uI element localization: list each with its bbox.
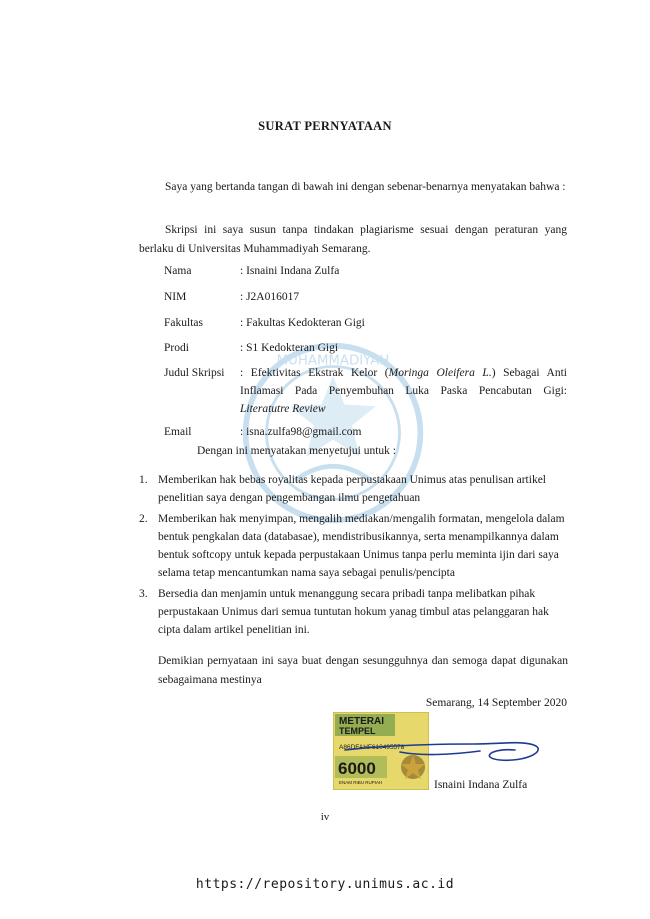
stamp-line2: TEMPEL	[339, 726, 376, 736]
judul-middle: ) Sebagai Anti Inflamasi Pada Penyembuhan Luka Paska Pencabutan Gigi:	[240, 367, 567, 397]
field-label: Fakultas	[164, 317, 203, 329]
list-item	[139, 471, 567, 507]
field-value: : S1 Kedokteran Gigi	[240, 342, 339, 354]
list-item	[139, 510, 567, 582]
stamp-line1: METERAI	[339, 716, 384, 727]
signature	[340, 722, 550, 782]
field-label: Nama	[164, 265, 192, 277]
document-title: SURAT PERNYATAAN	[258, 119, 392, 133]
field-value: : Fakultas Kedokteran Gigi	[240, 317, 365, 329]
signer-name: Isnaini Indana Zulfa	[434, 779, 528, 791]
judul-species: Moringa Oleifera L.	[388, 367, 492, 379]
list-text: Memberikan hak menyimpan, mengalih mediakan/mengalih formatan, mengelola dalam bentuk pengkalan data (databasae), mendistribusikannya, serta menampilkannya dalam bentuk softcopy untuk kepada perpustakaan Unimus tanpa perlu meminta ijin dari saya selama tetap mencantumkan nama saya sebagai penulis/pencipta	[158, 513, 565, 579]
list-text: Bersedia dan menjamin untuk menanggung secara pribadi tanpa melibatkan pihak perpustakaan Unimus dari semua tuntutan hokum yanag timbul atas pelanggaran hak cipta dalam artikel penelitian ini.	[158, 588, 549, 636]
list-number: 3.	[139, 588, 148, 600]
stamp-amount: 6000	[338, 759, 376, 778]
judul-review: Literatutre Review	[240, 403, 326, 415]
consent-list	[139, 471, 567, 642]
place-date: Semarang, 14 September 2020	[425, 697, 567, 709]
field-label: Judul Skripsi	[164, 367, 225, 379]
field-value: : isna.zulfa98@gmail.com	[240, 426, 362, 438]
field-value: : Isnaini Indana Zulfa	[240, 265, 340, 277]
list-number: 2.	[139, 513, 148, 525]
stamp-amount-sub: ENAM RIBU RUPIAH	[339, 780, 383, 785]
judul-prefix: : Efektivitas Ekstrak Kelor (	[240, 367, 389, 379]
list-number: 1.	[139, 474, 148, 486]
statement-paragraph: Skripsi ini saya susun tanpa tindakan plagiarisme sesuai dengan peraturan yang berlaku di Universitas Muhammadiyah Semarang.	[139, 224, 567, 255]
list-item	[139, 585, 567, 639]
closing-paragraph: Demikian pernyataan ini saya buat dengan sesungguhnya dan semoga dapat digunakan sebagaimana mestinya	[158, 655, 568, 686]
field-value: : J2A016017	[240, 291, 300, 303]
repository-url[interactable]: https://repository.unimus.ac.id	[195, 877, 455, 892]
field-label: NIM	[164, 291, 187, 303]
stamp-serial: A86DFAHF610495578	[339, 744, 405, 751]
field-label: Prodi	[164, 342, 189, 354]
page-number: iv	[320, 811, 330, 823]
field-value	[240, 364, 567, 418]
intro-paragraph: Saya yang bertanda tangan di bawah ini dengan sebenar-benarnya menyatakan bahwa :	[165, 181, 566, 193]
list-text: Memberikan hak bebas royalitas kepada perpustakaan Unimus atas penulisan artikel penelitian saya dengan pengembangan ilmu pengetahuan	[158, 474, 546, 504]
svg-text:MUHAMMADIYAH: MUHAMMADIYAH	[276, 353, 390, 369]
consent-intro: Dengan ini menyatakan menyetujui untuk :	[197, 445, 396, 457]
field-label: Email	[164, 426, 192, 438]
